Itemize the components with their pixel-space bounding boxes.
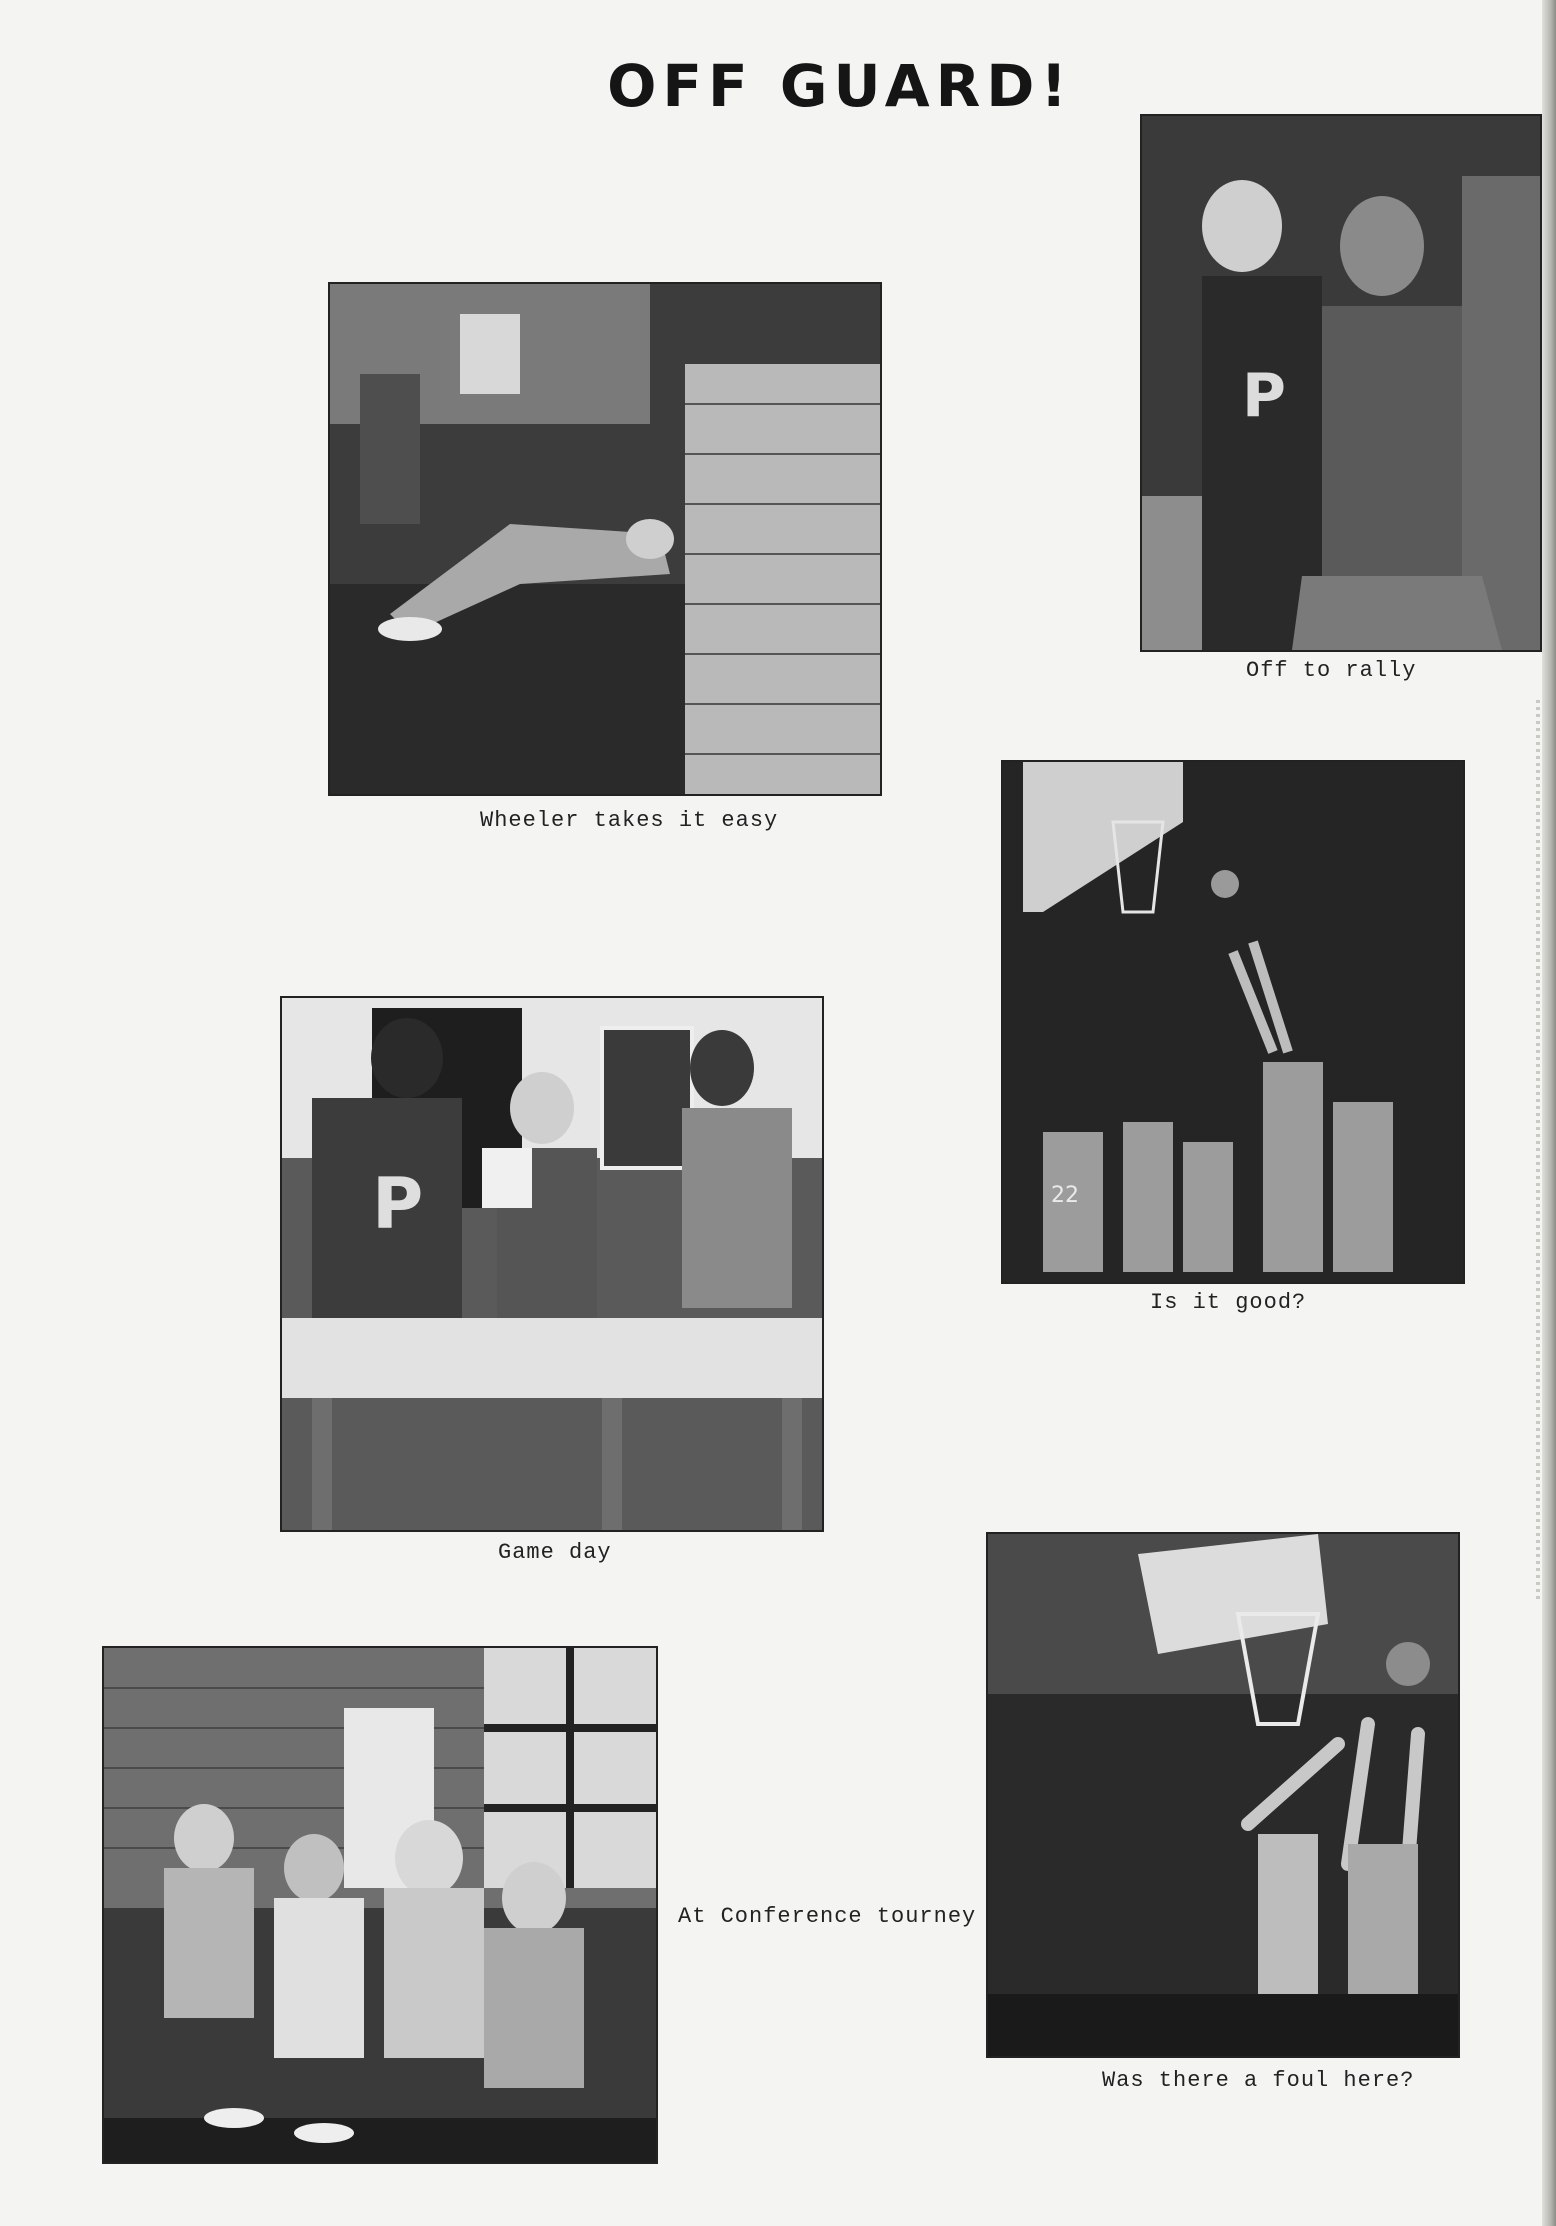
photo-game-day <box>280 996 824 1532</box>
caption-is-it-good: Is it good? <box>1150 1290 1307 1315</box>
photo-is-it-good <box>1001 760 1465 1284</box>
caption-foul: Was there a foul here? <box>1102 2068 1415 2093</box>
photo-foul <box>986 1532 1460 2058</box>
page-binding-shadow <box>1542 0 1556 2226</box>
photo-wheeler <box>328 282 882 796</box>
photo-conference-tourney <box>102 1646 658 2164</box>
caption-conference-tourney: At Conference tourney <box>678 1904 977 1929</box>
svg-text:22: 22 <box>1051 1183 1079 1208</box>
svg-text:P: P <box>1242 361 1286 431</box>
caption-game-day: Game day <box>498 1540 612 1565</box>
svg-text:P: P <box>372 1163 424 1245</box>
caption-wheeler: Wheeler takes it easy <box>480 808 779 833</box>
page-edge <box>1536 700 1540 1600</box>
photo-off-to-rally <box>1140 114 1542 652</box>
caption-off-to-rally: Off to rally <box>1246 658 1417 683</box>
page-title: OFF GUARD! <box>607 52 1073 120</box>
